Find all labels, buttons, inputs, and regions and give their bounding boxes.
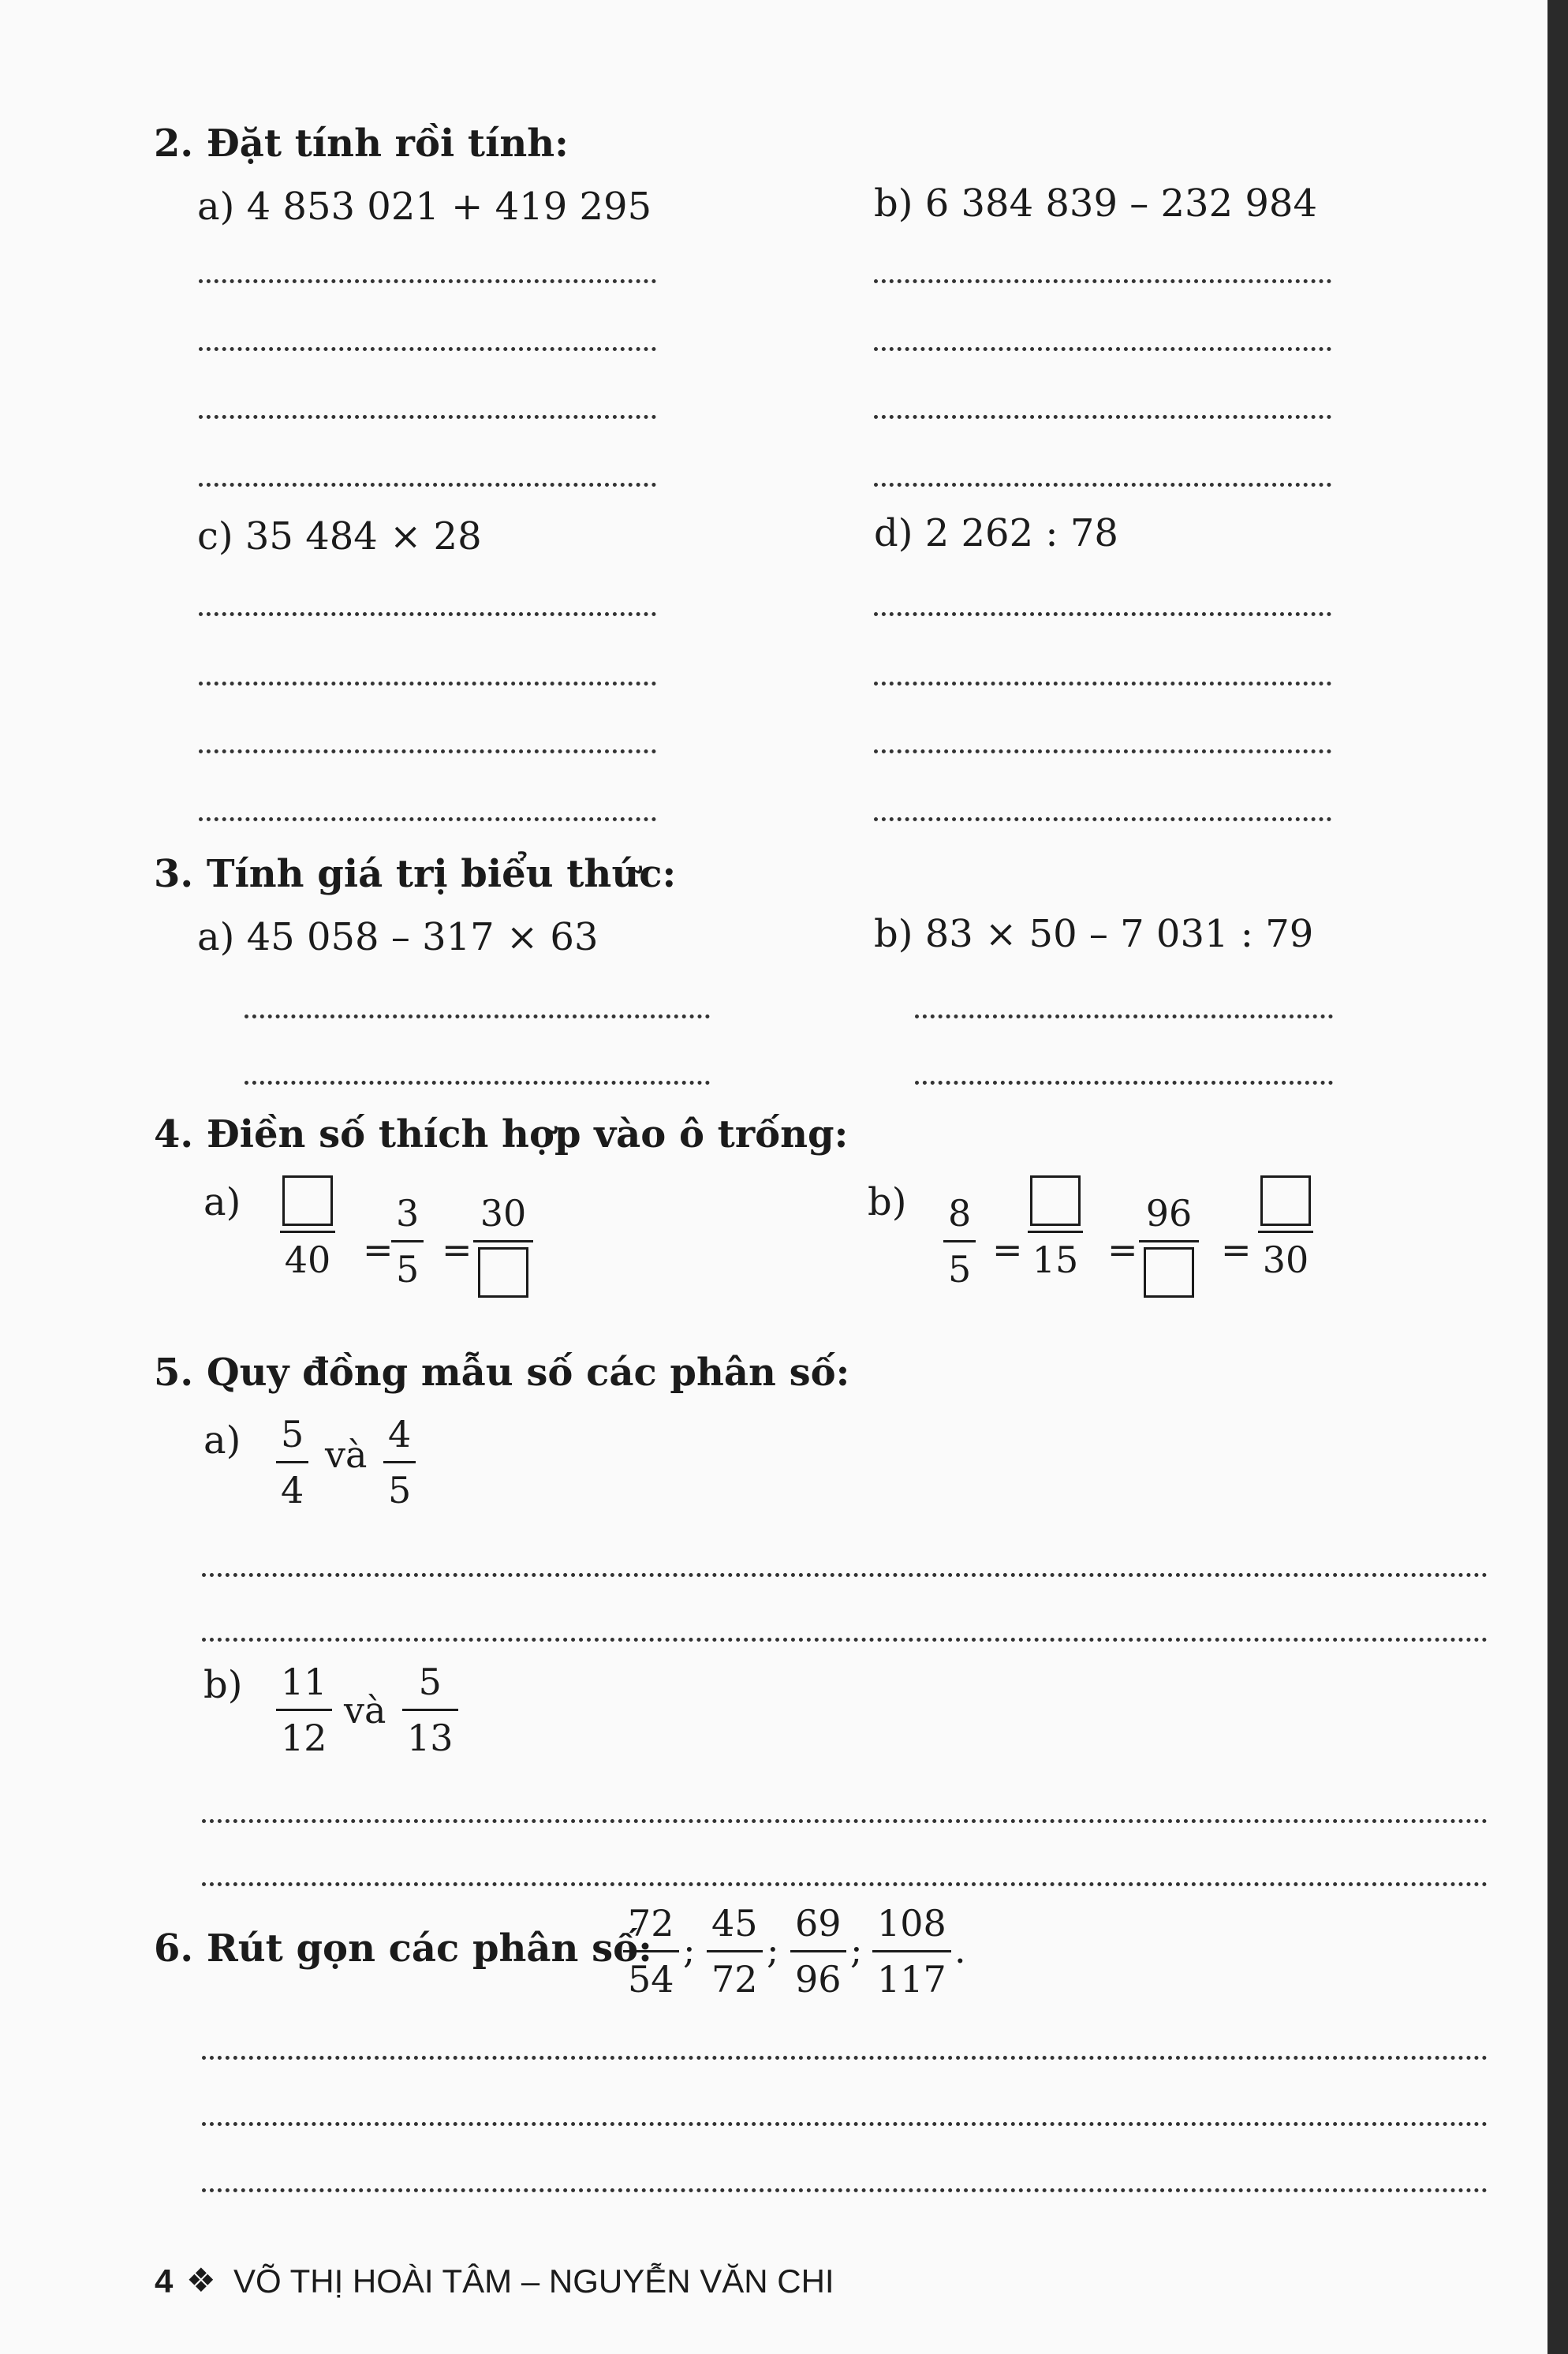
separator: ;: [767, 1929, 779, 1971]
numerator: 8: [948, 1192, 972, 1235]
answer-line: [874, 483, 1331, 487]
numerator: 5: [281, 1413, 304, 1455]
q2-c: c) 35 484 × 28: [197, 514, 482, 559]
numerator: 69: [795, 1902, 842, 1945]
q4-a-fraction-3: [473, 1191, 533, 1298]
q3-b: b) 83 × 50 – 7 031 : 79: [874, 912, 1314, 956]
denominator: 12: [276, 1709, 332, 1760]
q5-b-fraction-1: [276, 1660, 332, 1760]
q4-b-fraction-3: [1139, 1191, 1199, 1298]
and-word: và: [344, 1689, 386, 1732]
answer-box[interactable]: [1030, 1175, 1081, 1226]
denominator: 96: [790, 1950, 846, 2001]
q4-a-fraction-1: [278, 1175, 338, 1282]
equals-sign: =: [363, 1228, 394, 1271]
answer-line: [202, 2188, 1488, 2192]
q5-b-fraction-2: [402, 1660, 458, 1760]
denominator: 54: [623, 1950, 679, 2001]
answer-line: [874, 415, 1331, 419]
equals-sign: =: [442, 1228, 472, 1271]
footer-authors: VÕ THỊ HOÀI TÂM – NGUYỄN VĂN CHI: [233, 2262, 834, 2300]
page-number: 4: [155, 2262, 174, 2300]
q4-b-label: b): [868, 1180, 907, 1224]
answer-line: [199, 817, 656, 821]
page-edge: [1547, 0, 1568, 2354]
q6-fraction-2: [707, 1901, 763, 2001]
numerator: 30: [480, 1192, 527, 1235]
denominator: 15: [1028, 1231, 1084, 1282]
q5-a-fraction-2: [383, 1412, 416, 1512]
denominator: 40: [280, 1231, 336, 1282]
q2-b: b) 6 384 839 – 232 984: [874, 181, 1318, 226]
numerator: 45: [711, 1902, 758, 1945]
q5-b-label: b): [203, 1663, 243, 1707]
answer-line: [199, 415, 656, 419]
answer-line: [199, 682, 656, 686]
answer-box[interactable]: [282, 1175, 333, 1226]
q4-a-label: a): [203, 1180, 241, 1224]
q2-a: a) 4 853 021 + 419 295: [197, 185, 652, 229]
equals-sign: =: [1221, 1228, 1252, 1271]
denominator: 5: [391, 1240, 424, 1291]
equals-sign: =: [1107, 1228, 1138, 1271]
answer-line: [874, 279, 1331, 283]
q6-fraction-4: [872, 1901, 951, 2001]
answer-line: [199, 749, 656, 753]
answer-box[interactable]: [478, 1247, 528, 1298]
numerator: 5: [418, 1661, 442, 1703]
answer-line: [199, 612, 656, 616]
ornament-icon: ❖: [186, 2262, 216, 2299]
answer-line: [245, 1014, 710, 1018]
q2-title: 2. Đặt tính rồi tính:: [154, 121, 569, 166]
separator: ;: [850, 1929, 863, 1971]
denominator: 4: [276, 1461, 308, 1512]
answer-line: [202, 1819, 1488, 1823]
denominator: 13: [402, 1709, 458, 1760]
denominator: 117: [872, 1950, 951, 2001]
answer-line: [202, 1638, 1488, 1642]
q6-fraction-1: [623, 1901, 679, 2001]
separator: ;: [683, 1929, 696, 1971]
answer-box[interactable]: [1144, 1247, 1194, 1298]
answer-box[interactable]: [1260, 1175, 1311, 1226]
equals-sign: =: [992, 1228, 1023, 1271]
answer-line: [915, 1081, 1333, 1085]
answer-line: [874, 682, 1331, 686]
numerator: 11: [281, 1661, 327, 1703]
answer-line: [245, 1081, 710, 1085]
answer-line: [874, 612, 1331, 616]
q3-title: 3. Tính giá trị biểu thức:: [154, 852, 677, 896]
answer-line: [202, 2122, 1488, 2126]
answer-line: [874, 817, 1331, 821]
q5-a-label: a): [203, 1418, 241, 1463]
q4-b-fraction-1: [943, 1191, 976, 1291]
period: .: [954, 1929, 966, 1971]
q5-a-fraction-1: [276, 1412, 308, 1512]
answer-line: [202, 1573, 1488, 1577]
answer-line: [202, 1882, 1488, 1886]
answer-line: [199, 279, 656, 283]
answer-line: [874, 749, 1331, 753]
numerator: 96: [1145, 1192, 1193, 1235]
q6-fraction-3: [790, 1901, 846, 2001]
denominator: 5: [943, 1240, 976, 1291]
answer-line: [202, 2056, 1488, 2060]
q4-a-fraction-2: [391, 1191, 424, 1291]
numerator: 108: [877, 1902, 946, 1945]
numerator: 72: [628, 1902, 674, 1945]
q6-title: 6. Rút gọn các phân số:: [154, 1926, 652, 1971]
q3-a: a) 45 058 – 317 × 63: [197, 915, 599, 959]
denominator: 5: [383, 1461, 416, 1512]
answer-line: [199, 347, 656, 351]
answer-line: [915, 1014, 1333, 1018]
q2-d: d) 2 262 : 78: [874, 511, 1118, 555]
q4-title: 4. Điền số thích hợp vào ô trống:: [154, 1112, 849, 1156]
answer-line: [874, 347, 1331, 351]
denominator: 30: [1258, 1231, 1314, 1282]
numerator: 3: [396, 1192, 420, 1235]
and-word: và: [325, 1433, 368, 1476]
denominator: 72: [707, 1950, 763, 2001]
q4-b-fraction-2: [1025, 1175, 1085, 1282]
numerator: 4: [388, 1413, 412, 1455]
q4-b-fraction-4: [1256, 1175, 1316, 1282]
answer-line: [199, 483, 656, 487]
q5-title: 5. Quy đồng mẫu số các phân số:: [154, 1351, 850, 1395]
